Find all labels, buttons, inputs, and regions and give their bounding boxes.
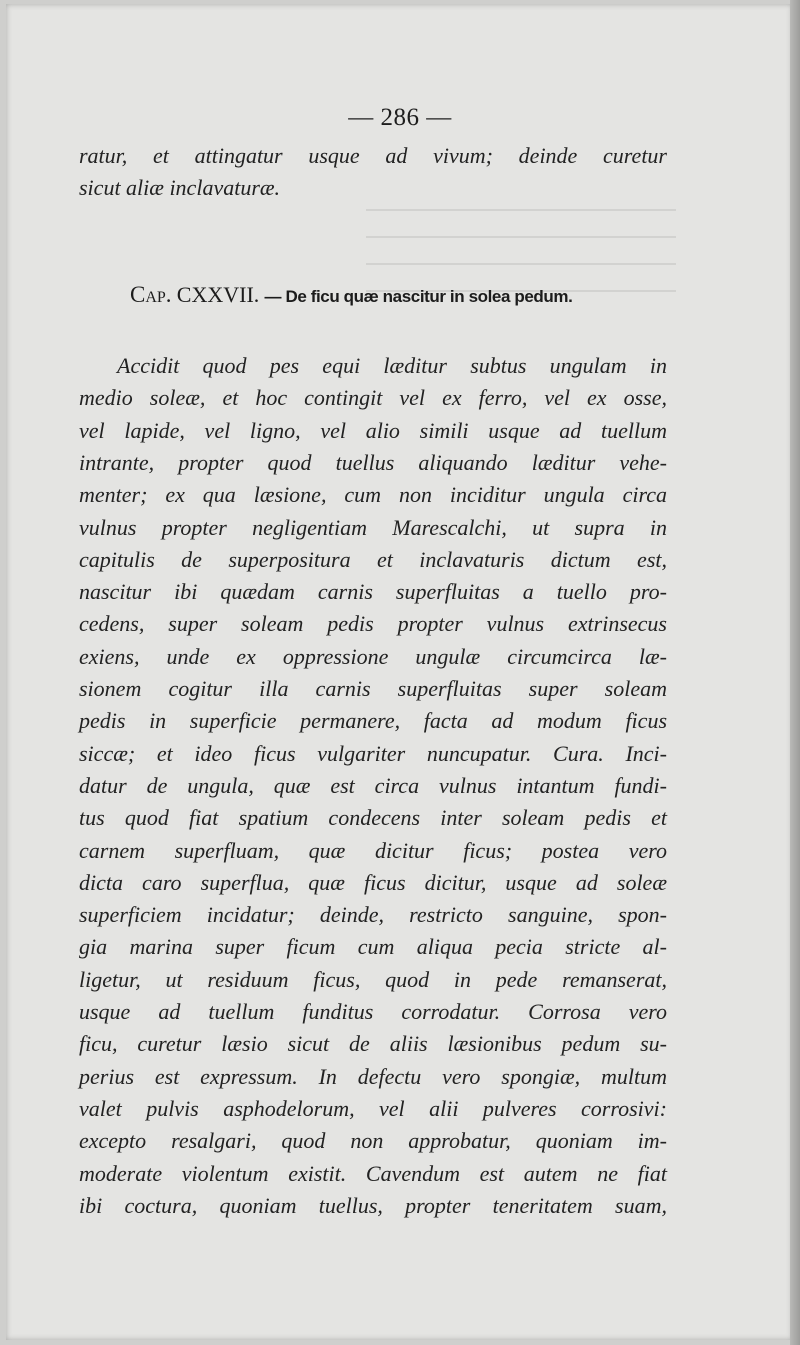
text-line: perius est expressum. In defectu vero spongiæ, multum [79, 1064, 667, 1089]
text-line: usque ad tuellum funditus corrodatur. Corrosa vero [79, 999, 667, 1024]
text-line: excepto resalgari, quod non approbatur, quoniam im- [79, 1128, 667, 1153]
text-line: vulnus propter negligentiam Marescalchi, ut supra in [79, 515, 667, 540]
chapter-number: CXXVII. [176, 282, 260, 307]
text-line: superficiem incidatur; deinde, restricto sanguine, spon- [79, 902, 667, 927]
text-line: siccæ; et ideo ficus vulgariter nuncupatur. Cura. Inci- [79, 741, 667, 766]
text-line: exiens, unde ex oppressione ungulæ circumcirca læ- [79, 644, 667, 669]
text-line: gia marina super ficum cum aliqua pecia stricte al- [79, 934, 667, 959]
text-line: Accidit quod pes equi læditur subtus ungulam in [117, 353, 667, 378]
text-line: ratur, et attingatur usque ad vivum; deinde curetur [79, 143, 667, 168]
text-line: ligetur, ut residuum ficus, quod in pede remanserat, [79, 967, 667, 992]
chapter-heading [130, 282, 690, 308]
text-line: intrante, propter quod tuellus aliquando læditur vehe- [79, 450, 667, 475]
text-line: pedis in superficie permanere, facta ad modum ficus [79, 708, 667, 733]
text-line: cedens, super soleam pedis propter vulnus extrinsecus [79, 611, 667, 636]
text-line: medio soleæ, et hoc contingit vel ex ferro, vel ex osse, [79, 385, 667, 410]
text-line: carnem superfluam, quæ dicitur ficus; postea vero [79, 838, 667, 863]
text-line: sionem cogitur illa carnis superfluitas super soleam [79, 676, 667, 701]
page-edge-shadow [790, 0, 800, 1345]
text-line: dicta caro superflua, quæ ficus dicitur, usque ad soleæ [79, 870, 667, 895]
text-line: vel lapide, vel ligno, vel alio simili usque ad tuellum [79, 418, 667, 443]
text-line: capitulis de superpositura et inclavaturis dictum est, [79, 547, 667, 572]
text-line: valet pulvis asphodelorum, vel alii pulveres corrosivi: [79, 1096, 667, 1121]
text-line: ficu, curetur læsio sicut de aliis læsionibus pedum su- [79, 1031, 667, 1056]
text-line: nascitur ibi quædam carnis superfluitas a tuello pro- [79, 579, 667, 604]
text-line: tus quod fiat spatium condecens inter soleam pedis et [79, 805, 667, 830]
chapter-cap-label: Cap. [130, 282, 172, 307]
page-number: — 286 — [348, 104, 452, 131]
text-line: sicut aliæ inclavaturæ. [79, 175, 281, 200]
text-line: moderate violentum existit. Cavendum est autem ne fiat [79, 1161, 667, 1186]
text-line: ibi coctura, quoniam tuellus, propter teneritatem suam, [79, 1193, 667, 1218]
chapter-title: — De ficu quæ nascitur in solea pedum. [264, 287, 573, 306]
text-line: datur de ungula, quæ est circa vulnus intantum fundi- [79, 773, 667, 798]
text-line: menter; ex qua læsione, cum non inciditur ungula circa [79, 482, 667, 507]
